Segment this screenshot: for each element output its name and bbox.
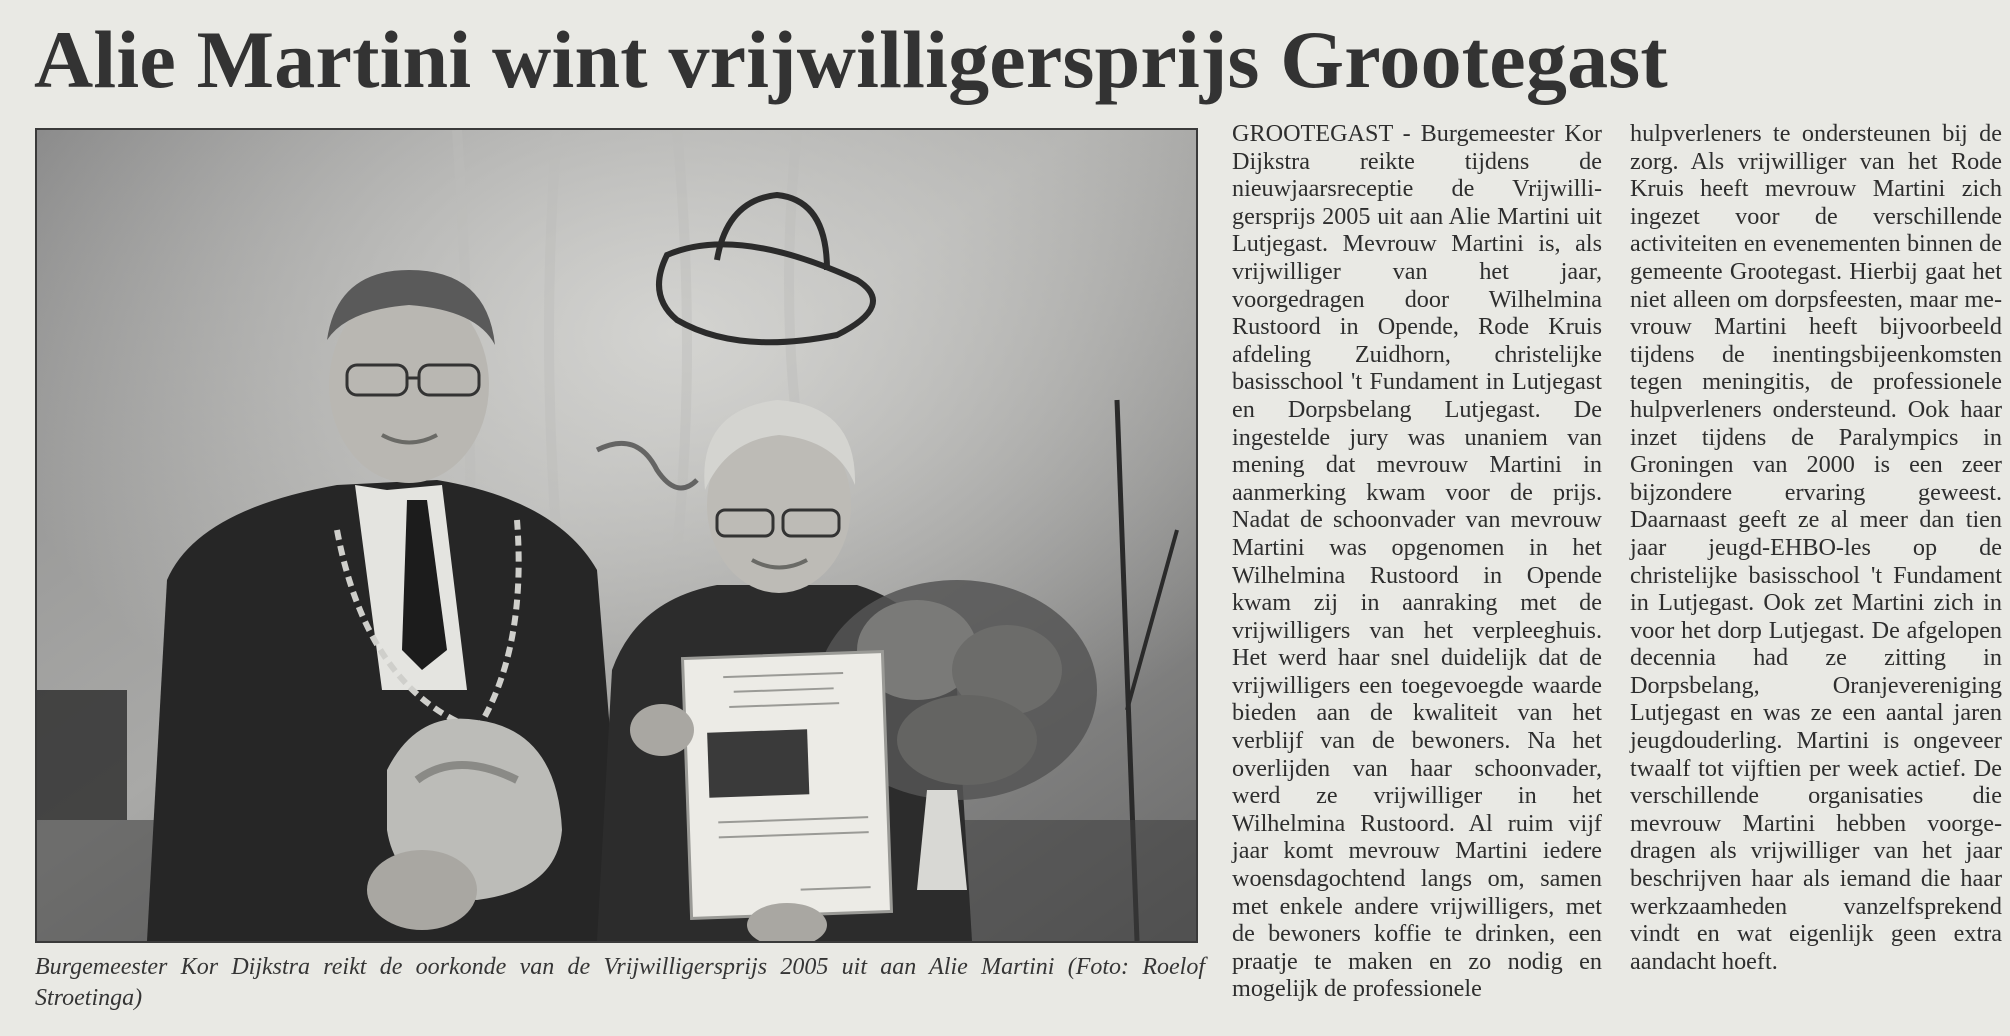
- photo-caption: Burgemeester Kor Dijkstra reikt de oorkonde van de Vrijwilligersprijs 2005 uit aan Alie Martini (Foto: Roelof Stroetinga): [35, 954, 1205, 1011]
- headline: Alie Martini wint vrijwilligersprijs Grootegast: [34, 14, 1668, 105]
- certificate-frame: [683, 652, 892, 919]
- article-column-1: GROOTEGAST - Burgemeester Kor Dijkstra reikte tijdens de nieuwjaarsreceptie de Vrijwilligersprijs 2005 uit aan Alie Martini uit Lutjegast. Mevrouw Martini is, als vrijwilliger van het jaar, voorgedragen door Wilhelmina Rustoord in Opende, Rode Kruis afdeling Zuidhorn, christelijke basisschool 't Fundament in Lutjegast en Dorpsbelang Lutjegast. De ingestelde jury was unaniem van mening dat mevrouw Martini in aanmerking kwam voor de prijs. Nadat de schoonvader van mevrouw Martini was opgenomen in het Wilhelmina Rustoord in Opende kwam zij in aanraking met de vrijwilligers van het verpleeghuis. Het werd haar snel duidelijk dat de vrijwilligers een toegevoegde waarde bieden aan de kwaliteit van het verblijf van de bewoners. Na het overlijden van haar schoonvader, werd ze vrijwilliger in het Wilhelmina Rustoord. Al ruim vijf jaar komt mevrouw Martini iedere woensdagochtend langs om, samen met enkele andere vrijwilligers, met de bewoners koffie te drinken, een praatje te maken en zo nodig en mogelijk de professionele: [1232, 120, 1602, 1003]
- article-column-2: hulpverleners te ondersteunen bij de zorg. Als vrijwilliger van het Rode Kruis heeft mevrouw Martini zich ingezet voor de verschillende activiteiten en evenementen binnen de gemeente Grootegast. Hierbij gaat het niet alleen om dorpsfeesten, maar mevrouw Martini heeft bijvoorbeeld tijdens de inentingsbijeenkomsten tegen meningitis, de professionele hulpverleners ondersteund. Ook haar inzet tijdens de Paralympics in Groningen van 2000 is een zeer bijzondere ervaring geweest. Daarnaast geeft ze al meer dan tien jaar jeugd-EHBO-les op de christelijke basisschool 't Fundament in Lutjegast. Ook zet Martini zich in voor het dorp Lutjegast. De afgelopen decennia had ze zitting in Dorpsbelang, Oranjevereniging Lutjegast en was ze een aantal jaren jeugdouderling. Martini is ongeveer twaalf tot vijftien per week actief. De verschillende organisaties die mevrouw Martini hebben voorgedragen als vrijwilliger van het jaar beschrijven haar als iemand die haar werkzaamheden vanzelfsprekend vindt en wat eigenlijk geen extra aandacht hoeft.: [1630, 120, 2002, 975]
- article-photo: [35, 128, 1198, 943]
